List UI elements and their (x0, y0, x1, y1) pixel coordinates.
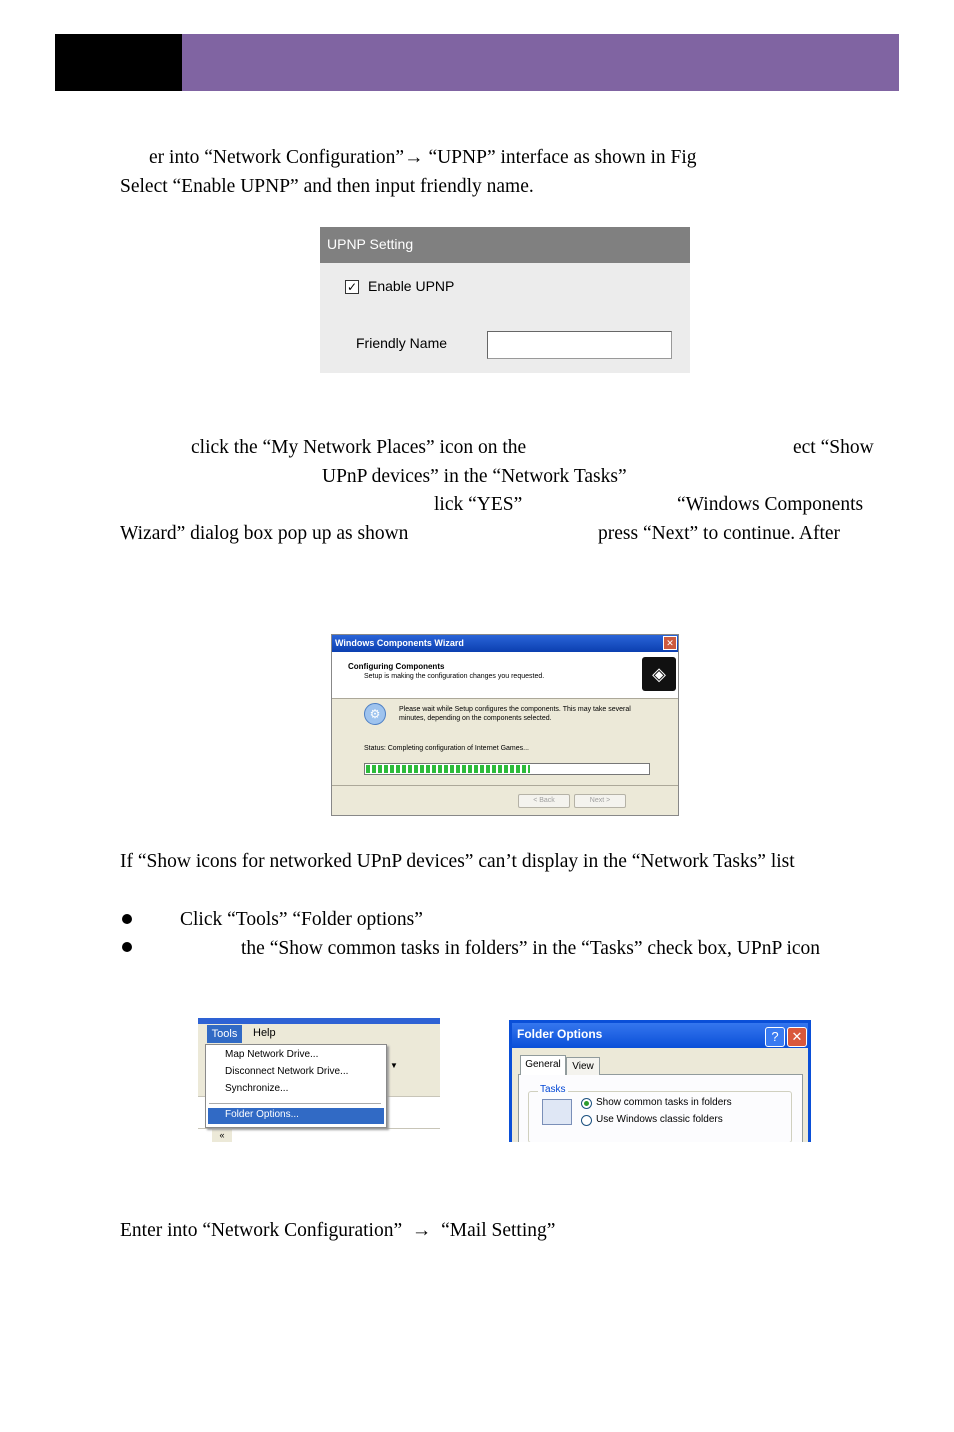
wizard-heading: Configuring Components (348, 662, 445, 671)
menu-item-synchronize[interactable]: Synchronize... (225, 1083, 289, 1094)
radio-show-common-tasks[interactable] (581, 1098, 592, 1109)
wizard-status: Status: Completing configuration of Internet Games... (364, 745, 529, 752)
para1-line2: Select “Enable UPNP” and then input friendly name. (120, 176, 534, 197)
wizard-progress-bar (364, 763, 650, 775)
tools-dropdown (205, 1044, 387, 1128)
para2-line4-a: Wizard” dialog box pop up as shown (120, 523, 409, 544)
para4 (120, 1216, 555, 1245)
wizard-title: Windows Components Wizard (332, 635, 678, 652)
menu-help[interactable]: Help (253, 1027, 276, 1039)
wizard-close-button[interactable]: ✕ (663, 636, 677, 650)
upnp-setting-panel (320, 227, 690, 373)
enable-upnp-checkbox[interactable] (345, 280, 359, 294)
next-button[interactable]: Next > (574, 794, 626, 808)
enable-upnp-label: Enable UPNP (368, 278, 455, 294)
para2-line3-b: “Windows Components (677, 494, 864, 515)
para2-line1-b: ect “Show (793, 437, 874, 458)
para1-line1 (149, 143, 697, 172)
windows-components-wizard (331, 634, 679, 816)
bullet-icon (122, 942, 132, 952)
friendly-name-input[interactable] (487, 331, 672, 359)
arrow-icon: → (411, 1220, 432, 1241)
para4-text-a: Enter into “Network Configuration” (120, 1220, 403, 1241)
bullet2-text: the “Show common tasks in folders” in the “Tasks” check box, UPnP icon (241, 938, 821, 959)
menu-item-map-network-drive[interactable]: Map Network Drive... (225, 1049, 319, 1060)
tab-general[interactable]: General (520, 1055, 566, 1075)
para2-line1-a: click the “My Network Places” icon on the (191, 437, 527, 458)
tab-view[interactable]: View (566, 1057, 600, 1075)
label-classic-folders: Use Windows classic folders (596, 1114, 723, 1125)
header-black-block (55, 34, 182, 91)
tasks-group-label: Tasks (540, 1084, 566, 1095)
radio-selected-dot (584, 1101, 589, 1106)
menu-item-disconnect-network-drive[interactable]: Disconnect Network Drive... (225, 1066, 349, 1077)
folder-options-dialog (509, 1020, 811, 1142)
setup-wait-icon: ⚙ (364, 703, 386, 725)
wizard-subheading: Setup is making the configuration changes you requested. (364, 673, 545, 680)
setup-box-icon: ◈ (642, 657, 676, 691)
back-button[interactable]: < Back (518, 794, 570, 808)
para2-line3-a: lick “YES” (434, 494, 523, 515)
folder-options-title: Folder Options (509, 1020, 811, 1048)
bullet1-text: Click “Tools” “Folder options” (180, 909, 423, 930)
radio-classic-folders[interactable] (581, 1115, 592, 1126)
wizard-header (332, 652, 678, 699)
para3: If “Show icons for networked UPnP devices” can’t display in the “Network Tasks” list (120, 851, 795, 872)
upnp-panel-title: UPNP Setting (320, 227, 690, 263)
wizard-progress-fill (366, 765, 530, 773)
help-button[interactable]: ? (765, 1027, 785, 1047)
label-show-common-tasks: Show common tasks in folders (596, 1097, 732, 1108)
collapse-chevron-icon[interactable]: « (212, 1128, 232, 1142)
header-purple-bar (182, 34, 899, 91)
checkmark-icon: ✓ (346, 280, 358, 294)
para2-line4-b: press “Next” to continue. After (598, 523, 841, 544)
para1-text-a: er into “Network Configuration” (149, 147, 405, 168)
arrow-icon: → (404, 147, 424, 168)
wizard-wait-text: Please wait while Setup configures the components. This may take several minutes, depending on the components selected. (399, 706, 631, 722)
folder-tasks-icon (542, 1099, 572, 1125)
para4-text-b: “Mail Setting” (441, 1220, 556, 1241)
close-button[interactable]: ✕ (787, 1027, 807, 1047)
bullet-icon (122, 914, 132, 924)
tools-menu-screenshot (198, 1018, 440, 1142)
menu-tools[interactable]: Tools (207, 1025, 242, 1043)
para1-text-b: “UPNP” interface as shown in Fig (423, 147, 697, 168)
friendly-name-label: Friendly Name (356, 335, 448, 351)
menu-item-folder-options[interactable]: Folder Options... (225, 1109, 299, 1120)
para2-line2: UPnP devices” in the “Network Tasks” (322, 466, 627, 487)
dropdown-arrow-icon[interactable]: ▼ (390, 1061, 398, 1070)
wizard-separator (332, 785, 678, 786)
menu-separator (209, 1103, 381, 1104)
